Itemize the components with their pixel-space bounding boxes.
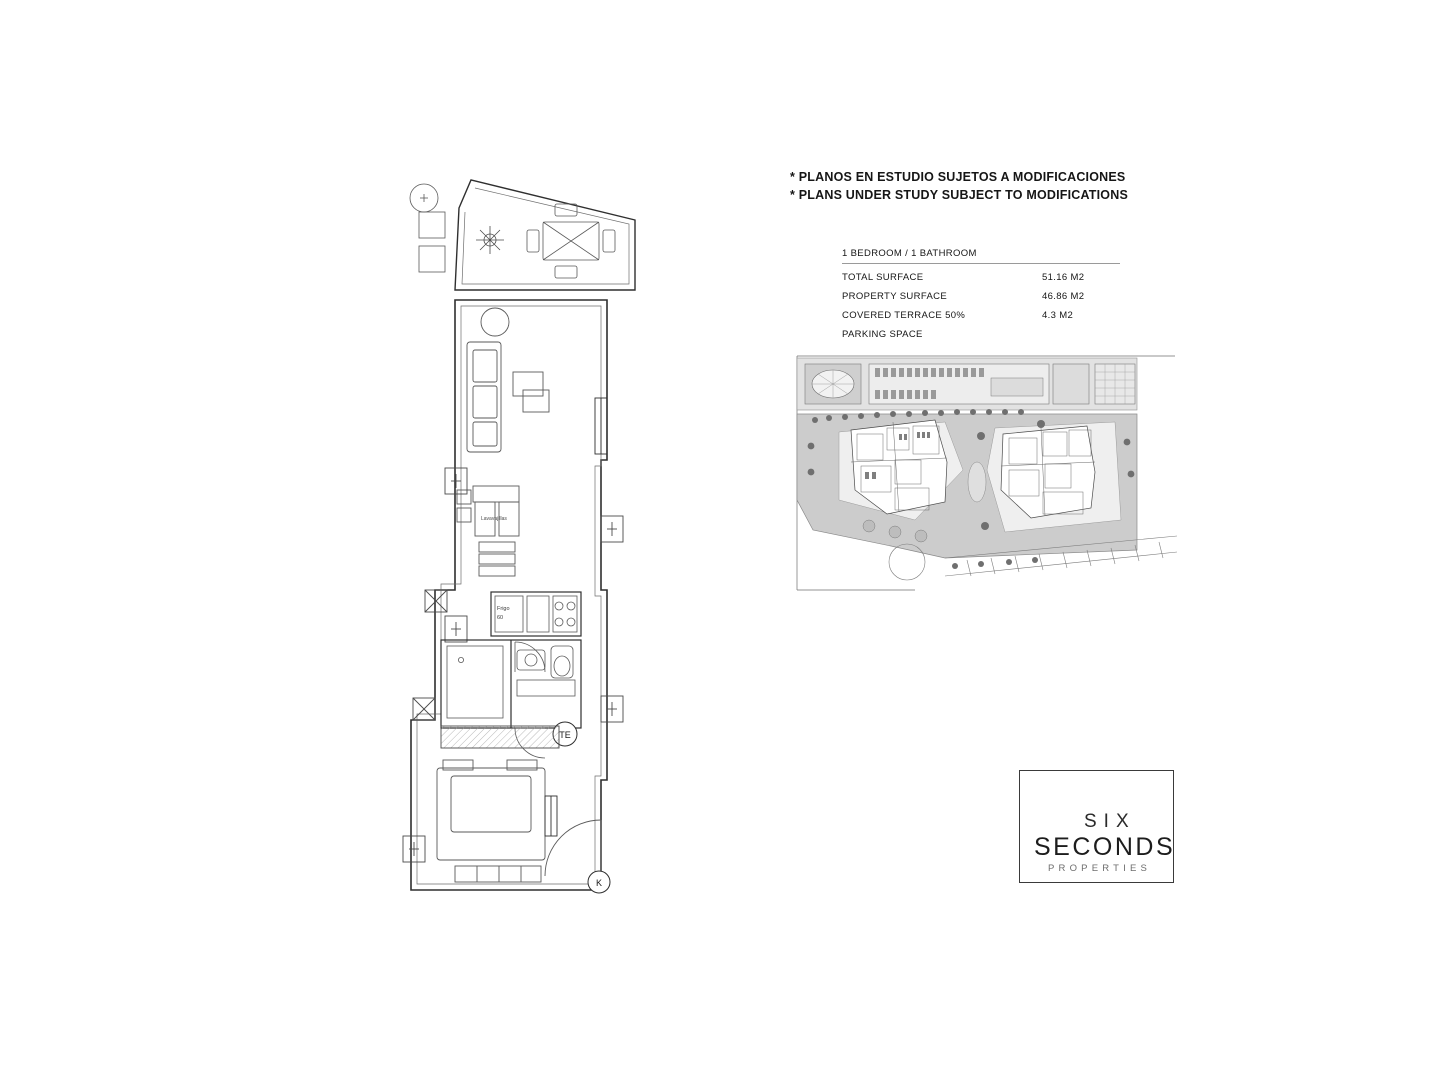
floorplan-label-kitchen-marker: K [595, 878, 603, 888]
spec-label-covered-terrace: COVERED TERRACE 50% [842, 310, 966, 321]
floorplan-label-fridge: Frigo [497, 606, 510, 612]
unit-spec-title: 1 BEDROOM / 1 BATHROOM [842, 248, 1120, 264]
spec-value-parking-space [1042, 329, 1120, 340]
table-row [842, 310, 1120, 321]
spec-value-property-surface: 46.86 M2 [1042, 291, 1085, 302]
table-row [842, 329, 1120, 340]
unit-spec-table [842, 248, 1120, 340]
logo-text-seconds: SECONDS [1034, 833, 1176, 861]
floorplan-label-washer: Lavavajillas [481, 516, 507, 522]
brand-logo [1019, 770, 1174, 883]
spec-label-property-surface: PROPERTY SURFACE [842, 291, 948, 302]
spec-label-parking-space: PARKING SPACE [842, 329, 923, 340]
disclaimer-line-english: * PLANS UNDER STUDY SUBJECT TO MODIFICATIONS [790, 188, 1128, 202]
site-plan-diagram [795, 350, 1177, 596]
spec-value-covered-terrace: 4.3 M2 [1042, 310, 1074, 321]
table-row [842, 272, 1120, 283]
logo-text-properties: PROPERTIES [1048, 863, 1152, 874]
floorplan-label-fridge-size: 60 [497, 615, 504, 621]
disclaimer-line-spanish: * PLANOS EN ESTUDIO SUJETOS A MODIFICACIONES [790, 170, 1126, 184]
floorplan-label-water-heater: TE [559, 730, 571, 740]
spec-value-total-surface: 51.16 M2 [1042, 272, 1085, 283]
table-row [842, 291, 1120, 302]
disclaimer-block [790, 168, 1210, 204]
apartment-floor-plan [395, 160, 675, 900]
spec-label-total-surface: TOTAL SURFACE [842, 272, 924, 283]
logo-text-six: SIX [1084, 811, 1136, 832]
